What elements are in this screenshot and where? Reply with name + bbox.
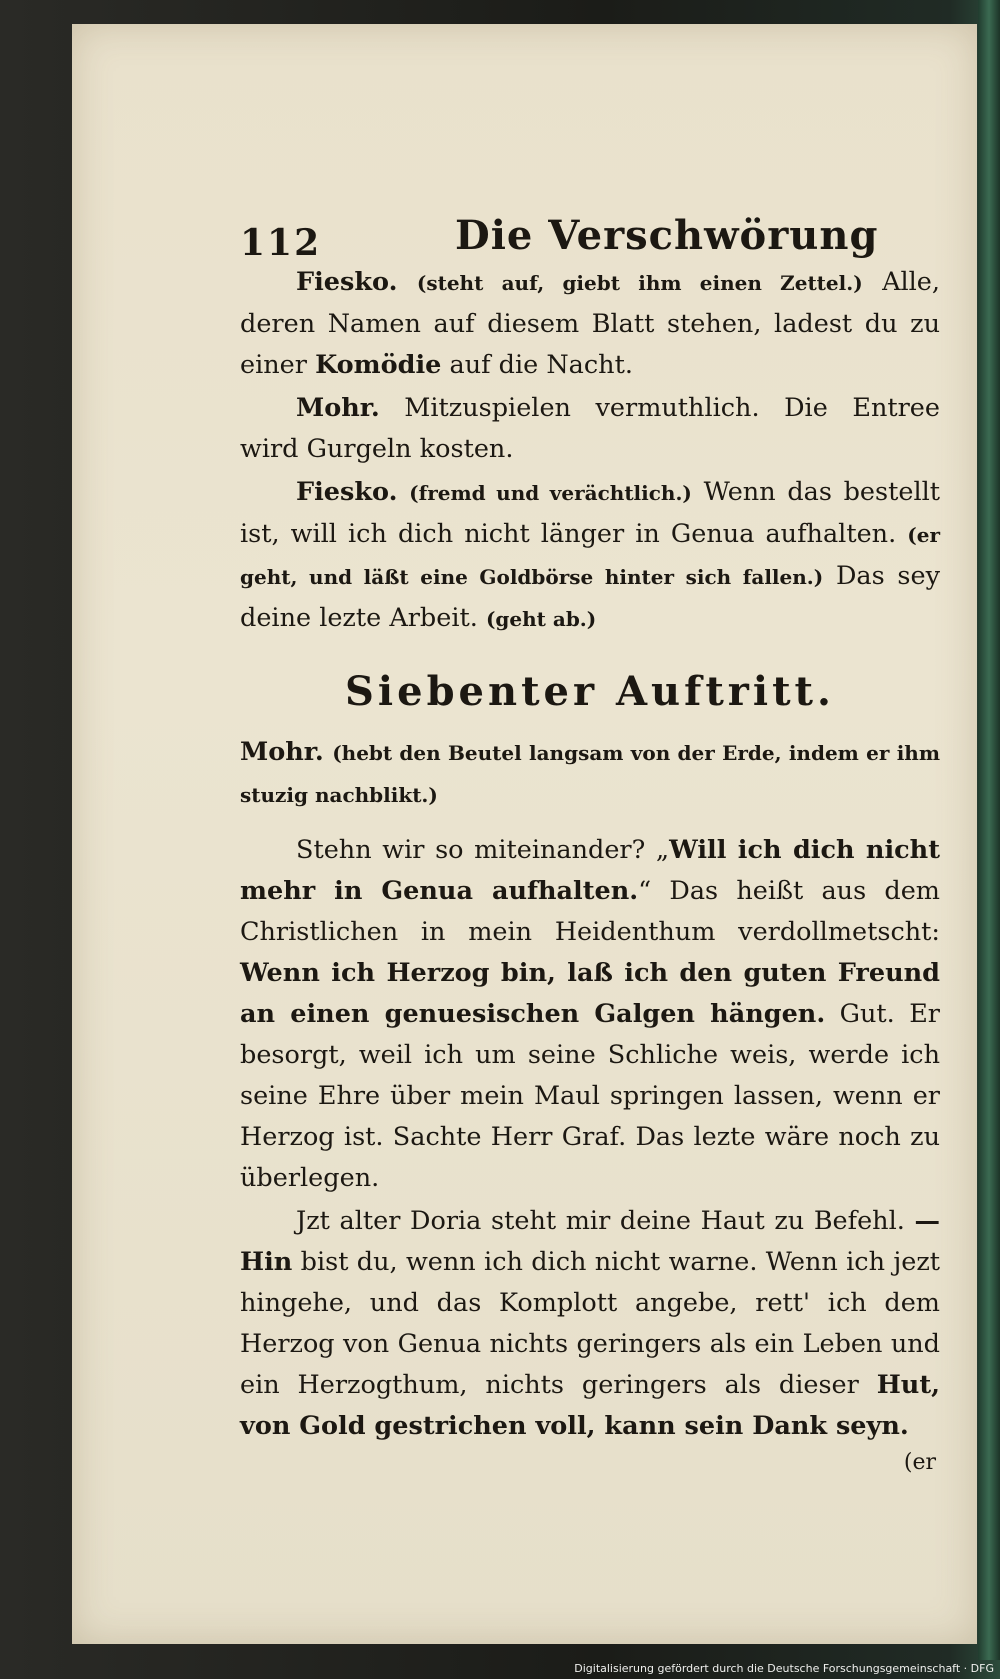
- speaker-name: Mohr.: [240, 737, 324, 767]
- book-page: [72, 24, 977, 1644]
- scene-heading: Siebenter Auftritt.: [345, 668, 835, 715]
- dialogue-text: Jzt alter Doria steht mir deine Haut zu Befehl.: [296, 1206, 905, 1236]
- page-content: [240, 194, 940, 1479]
- dialogue-text: Stehn wir so miteinander? „: [296, 835, 670, 865]
- digitization-credit: Digitalisierung gefördert durch die Deutsche Forschungsgemeinschaft · DFG: [574, 1662, 994, 1675]
- paragraph-mohr-1: [240, 388, 940, 470]
- dialogue-text: Gut. Er besorgt, weil ich um seine Schliche weis, werde ich seine Ehre über mein Maul springen lassen, wenn er Herzog ist. Sachte Herr Graf. Das lezte wäre noch zu überlegen.: [240, 999, 940, 1193]
- emphasized-text: Wenn ich Herzog bin, laß ich den guten Freund an einen genuesischen Galgen hängen.: [240, 958, 940, 1029]
- dialogue-text: Wenn das bestellt ist, will ich dich nicht länger in Genua aufhalten.: [240, 477, 940, 549]
- emphasized-text: Komödie: [315, 350, 442, 380]
- stage-direction: (geht ab.): [485, 607, 597, 631]
- paragraph-fiesko-2: [240, 472, 940, 640]
- stage-direction: (hebt den Beutel langsam von der Erde, indem er ihm stuzig nachblikt.): [240, 741, 940, 807]
- paragraph-monologue-1: [240, 830, 940, 1199]
- dialogue-text: Mitzuspielen vermuthlich. Die Entree wird Gurgeln kosten.: [240, 393, 940, 464]
- speaker-name: Fiesko.: [296, 477, 398, 507]
- stage-direction: (er geht, und läßt eine Goldbörse hinter sich fallen.): [240, 523, 941, 589]
- dialogue-text: auf die Nacht.: [449, 350, 633, 380]
- emphasized-text: Hut, von Gold gestrichen voll, kann sein Dank seyn.: [240, 1370, 940, 1441]
- stage-direction: (fremd und verächtlich.): [409, 481, 692, 505]
- catchword: (er: [903, 1450, 936, 1475]
- paragraph-mohr-2: [240, 732, 940, 816]
- speaker-name: Fiesko.: [296, 267, 398, 297]
- book-spine: [978, 0, 1000, 1660]
- dialogue-text: Das sey deine lezte Arbeit.: [240, 561, 940, 633]
- paragraph-fiesko-1: [240, 262, 940, 386]
- paragraph-monologue-2: [240, 1201, 940, 1447]
- speaker-name: Mohr.: [296, 393, 380, 423]
- stage-direction: (steht auf, giebt ihm einen Zettel.): [416, 271, 863, 295]
- running-head: [240, 194, 940, 264]
- emphasized-text: Will ich dich nicht mehr in Genua aufhalten.: [240, 835, 940, 906]
- running-title: Die Verschwörung: [455, 212, 879, 259]
- dialogue-text: Alle, deren Namen auf diesem Blatt stehen, ladest du zu einer: [240, 267, 941, 380]
- page-number: 112: [240, 222, 322, 264]
- emphasized-text: — Hin: [240, 1206, 941, 1277]
- dialogue-text: bist du, wenn ich dich nicht warne. Wenn ich jezt hingehe, und das Komplott angebe, rett' ich dem Herzog von Genua nichts geringers als ein Leben und ein Herzogthum, nichts geringers als dieser: [240, 1247, 940, 1400]
- dialogue-text: “ Das heißt aus dem Christlichen in mein Heidenthum verdollmetscht:: [240, 876, 940, 947]
- text-body: [240, 262, 940, 1479]
